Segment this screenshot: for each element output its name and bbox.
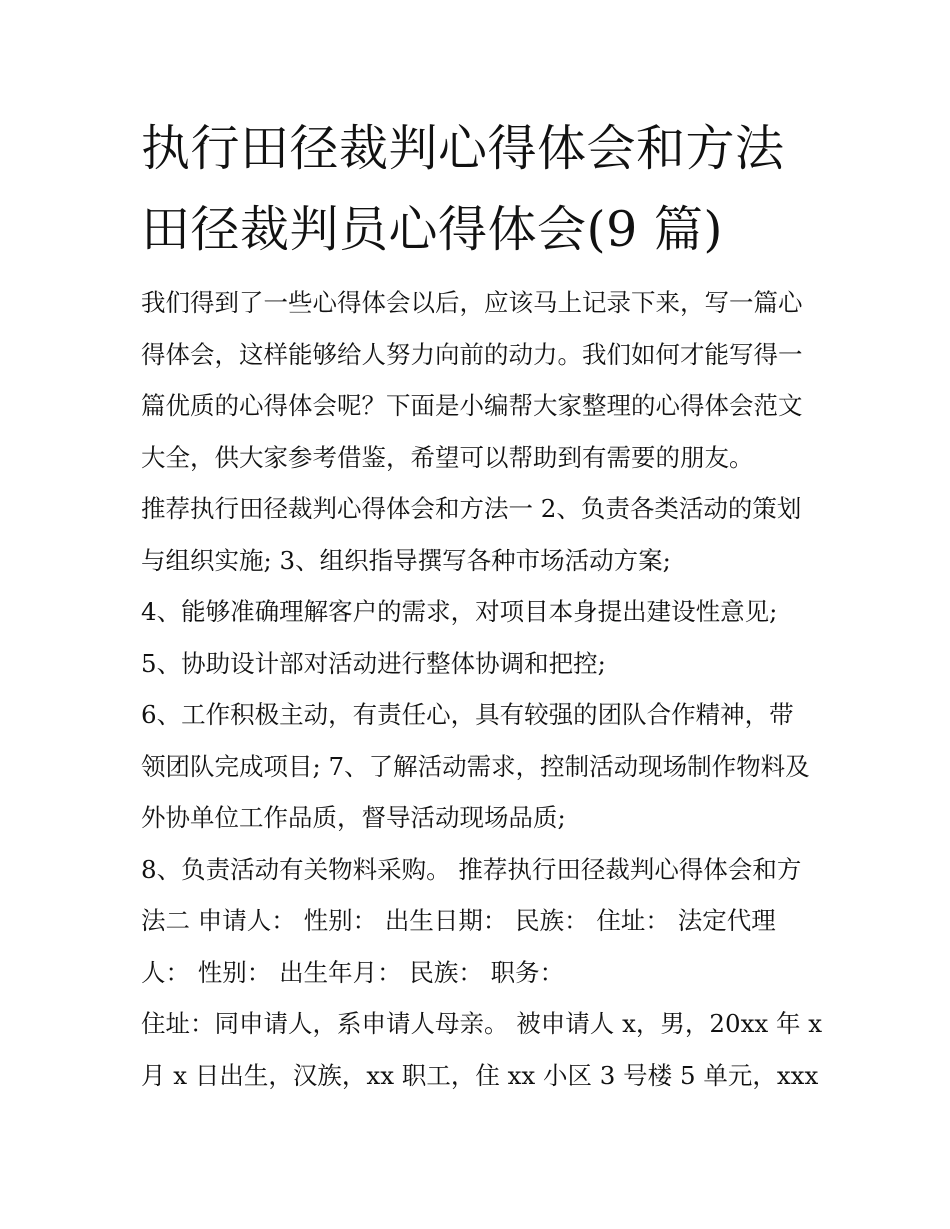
body-line: 8、负责活动有关物料采购。 推荐执行田径裁判心得体会和方 xyxy=(141,854,802,884)
title-line-1: 执行田径裁判心得体会和方法 xyxy=(141,120,785,177)
body-line: 5、协助设计部对活动进行整体协调和把控; xyxy=(141,648,606,678)
body-line: 与组织实施; 3、组织指导撰写各种市场活动方案; xyxy=(141,545,671,575)
title-line-2: 田径裁判员心得体会(9 篇) xyxy=(141,201,723,258)
body-line: 人： 性别： 出生年月： 民族： 职务： xyxy=(141,957,565,987)
body-line: 月 x 日出生，汉族，xx 职工，住 xx 小区 3 号楼 5 单元，xxx xyxy=(141,1060,819,1090)
body-line: 住址：同申请人，系申请人母亲。 被申请人 x，男，20xx 年 x xyxy=(141,1009,823,1038)
body-line: 外协单位工作品质，督导活动现场品质; xyxy=(141,803,566,832)
body-line: 推荐执行田径裁判心得体会和方法一 2、负责各类活动的策划 xyxy=(141,494,802,523)
body-line: 法二 申请人： 性别： 出生日期： 民族： 住址： 法定代理 xyxy=(141,906,776,935)
body-line: 4、能够准确理解客户的需求，对项目本身提出建设性意见; xyxy=(141,597,778,626)
body-line: 大全，供大家参考借鉴，希望可以帮助到有需要的朋友。 xyxy=(141,442,754,472)
body-line: 领团队完成项目; 7、了解活动需求，控制活动现场制作物料及 xyxy=(141,751,810,781)
body-line: 6、工作积极主动，有责任心，具有较强的团队合作精神，带 xyxy=(141,700,794,729)
document-title xyxy=(141,108,821,270)
document-body xyxy=(141,277,821,1101)
document-page xyxy=(141,108,821,1101)
body-line: 篇优质的心得体会呢？下面是小编帮大家整理的心得体会范文 xyxy=(141,391,803,420)
body-line: 我们得到了一些心得体会以后，应该马上记录下来，写一篇心 xyxy=(141,288,803,317)
body-line: 得体会，这样能够给人努力向前的动力。我们如何才能写得一 xyxy=(141,339,803,369)
